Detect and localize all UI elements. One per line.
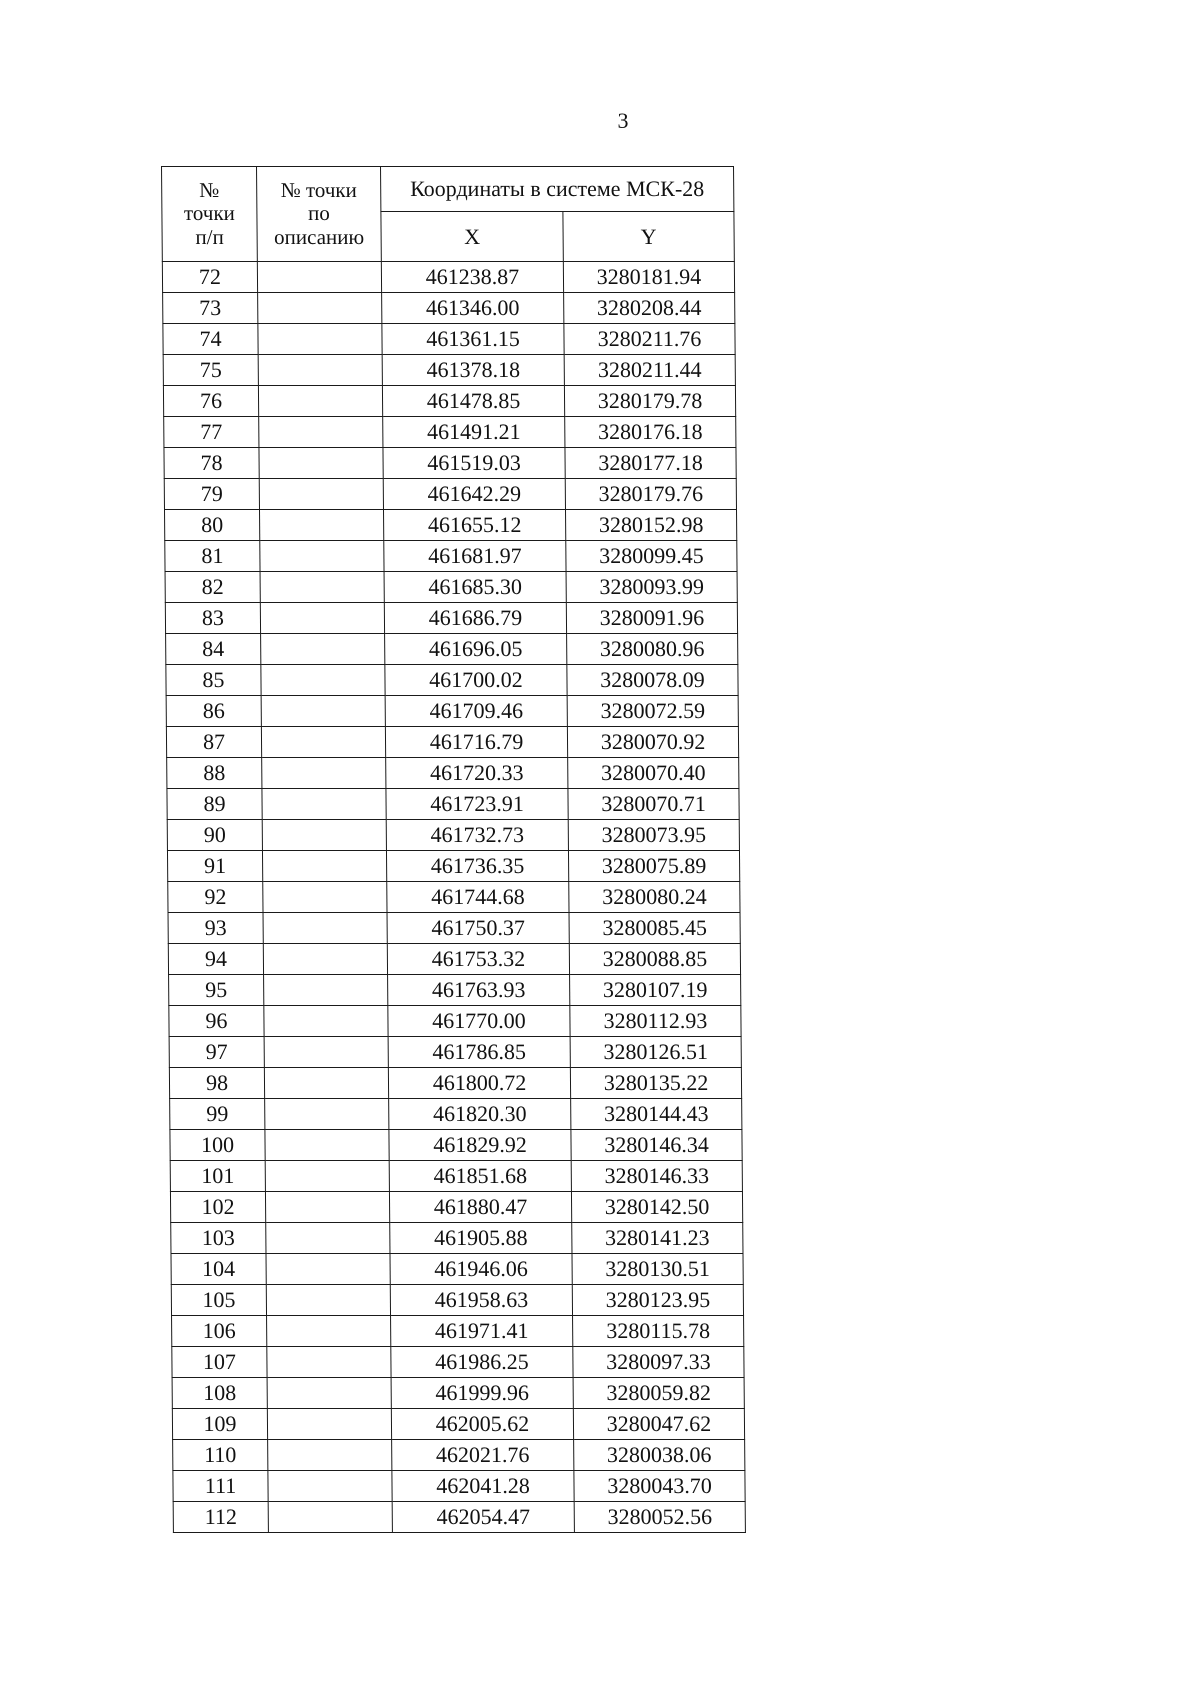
cell-description-number <box>260 541 384 572</box>
table-row <box>173 1440 745 1471</box>
cell-point-number: 79 <box>164 479 259 510</box>
cell-x: 461851.68 <box>389 1161 571 1192</box>
header-point-number-line-1: № <box>199 177 220 202</box>
table-body <box>162 262 745 1533</box>
header-y: Y <box>563 212 734 262</box>
cell-point-number: 77 <box>164 417 259 448</box>
cell-y: 3280115.78 <box>573 1316 744 1347</box>
table-row <box>164 479 736 510</box>
cell-y: 3280047.62 <box>573 1409 744 1440</box>
table-row <box>168 882 740 913</box>
table-row <box>169 1037 741 1068</box>
cell-x: 461958.63 <box>390 1285 572 1316</box>
cell-point-number: 72 <box>162 262 257 293</box>
table-row <box>169 975 741 1006</box>
cell-x: 461763.93 <box>388 975 570 1006</box>
cell-description-number <box>264 1037 388 1068</box>
cell-y: 3280141.23 <box>572 1223 743 1254</box>
table-row <box>166 696 738 727</box>
cell-point-number: 82 <box>165 572 260 603</box>
header-x: X <box>381 212 563 262</box>
cell-x: 461361.15 <box>382 324 564 355</box>
cell-point-number: 97 <box>169 1037 264 1068</box>
cell-description-number <box>265 1161 389 1192</box>
cell-y: 3280179.78 <box>564 386 735 417</box>
cell-description-number <box>266 1223 390 1254</box>
cell-description-number <box>261 727 385 758</box>
cell-x: 461905.88 <box>390 1223 572 1254</box>
cell-y: 3280072.59 <box>567 696 738 727</box>
cell-x: 462005.62 <box>391 1409 573 1440</box>
cell-description-number <box>265 1130 389 1161</box>
cell-description-number <box>260 572 384 603</box>
table-header <box>162 167 735 262</box>
cell-y: 3280211.76 <box>564 324 735 355</box>
cell-x: 462054.47 <box>392 1502 574 1533</box>
table-row <box>172 1316 744 1347</box>
cell-x: 461829.92 <box>389 1130 571 1161</box>
cell-description-number <box>262 789 386 820</box>
cell-y: 3280152.98 <box>565 510 736 541</box>
table-row <box>169 1006 741 1037</box>
cell-x: 461770.00 <box>388 1006 570 1037</box>
cell-description-number <box>268 1502 392 1533</box>
cell-y: 3280059.82 <box>573 1378 744 1409</box>
cell-y: 3280038.06 <box>574 1440 745 1471</box>
cell-y: 3280135.22 <box>570 1068 741 1099</box>
cell-y: 3280123.95 <box>572 1285 743 1316</box>
table-row <box>167 758 739 789</box>
table-row <box>163 293 735 324</box>
cell-description-number <box>258 355 382 386</box>
cell-y: 3280142.50 <box>571 1192 742 1223</box>
cell-description-number <box>262 820 386 851</box>
cell-description-number <box>258 386 382 417</box>
cell-point-number: 76 <box>163 386 258 417</box>
header-description-number <box>257 167 382 262</box>
table-row <box>168 944 740 975</box>
cell-y: 3280112.93 <box>570 1006 741 1037</box>
cell-y: 3280091.96 <box>566 603 737 634</box>
table-row <box>165 541 737 572</box>
cell-x: 461753.32 <box>387 944 569 975</box>
cell-y: 3280080.24 <box>569 882 740 913</box>
cell-description-number <box>259 448 383 479</box>
cell-description-number <box>263 882 387 913</box>
cell-description-number <box>268 1471 392 1502</box>
table-row <box>172 1409 744 1440</box>
cell-description-number <box>259 417 383 448</box>
cell-point-number: 81 <box>165 541 260 572</box>
cell-x: 461786.85 <box>388 1037 570 1068</box>
cell-y: 3280126.51 <box>570 1037 741 1068</box>
cell-point-number: 107 <box>172 1347 267 1378</box>
cell-y: 3280080.96 <box>567 634 738 665</box>
cell-description-number <box>257 262 381 293</box>
cell-x: 461736.35 <box>386 851 568 882</box>
cell-x: 461986.25 <box>391 1347 573 1378</box>
cell-description-number <box>267 1347 391 1378</box>
cell-description-number <box>267 1378 391 1409</box>
header-description-number-line-2: по <box>307 201 330 226</box>
table-row <box>173 1502 745 1533</box>
cell-y: 3280070.71 <box>568 789 739 820</box>
cell-x: 462041.28 <box>392 1471 574 1502</box>
cell-description-number <box>258 293 382 324</box>
cell-point-number: 74 <box>163 324 258 355</box>
cell-description-number <box>264 1068 388 1099</box>
cell-point-number: 103 <box>171 1223 266 1254</box>
cell-description-number <box>261 634 385 665</box>
cell-description-number <box>262 758 386 789</box>
cell-x: 461723.91 <box>386 789 568 820</box>
table-row <box>173 1471 745 1502</box>
cell-description-number <box>265 1099 389 1130</box>
page-number: 3 <box>617 108 629 133</box>
table-row <box>171 1254 743 1285</box>
cell-description-number <box>263 944 387 975</box>
table-row <box>162 262 734 293</box>
cell-point-number: 109 <box>172 1409 267 1440</box>
cell-x: 461946.06 <box>390 1254 572 1285</box>
coordinates-table <box>161 166 746 1533</box>
cell-y: 3280146.34 <box>571 1130 742 1161</box>
cell-x: 461700.02 <box>385 665 567 696</box>
cell-y: 3280085.45 <box>569 913 740 944</box>
cell-point-number: 108 <box>172 1378 267 1409</box>
cell-x: 461686.79 <box>384 603 566 634</box>
cell-point-number: 99 <box>170 1099 265 1130</box>
cell-point-number: 91 <box>167 851 262 882</box>
cell-y: 3280070.92 <box>567 727 738 758</box>
cell-point-number: 111 <box>173 1471 268 1502</box>
cell-y: 3280179.76 <box>565 479 736 510</box>
cell-description-number <box>260 603 384 634</box>
cell-point-number: 112 <box>173 1502 268 1533</box>
cell-point-number: 78 <box>164 448 259 479</box>
cell-y: 3280088.85 <box>569 944 740 975</box>
cell-description-number <box>267 1409 391 1440</box>
cell-x: 461716.79 <box>385 727 567 758</box>
cell-x: 461685.30 <box>384 572 566 603</box>
cell-point-number: 90 <box>167 820 262 851</box>
cell-y: 3280177.18 <box>565 448 736 479</box>
table-row <box>167 789 739 820</box>
cell-y: 3280043.70 <box>574 1471 745 1502</box>
cell-y: 3280107.19 <box>570 975 741 1006</box>
cell-x: 461820.30 <box>389 1099 571 1130</box>
table-row <box>164 448 736 479</box>
cell-description-number <box>267 1316 391 1347</box>
cell-x: 461238.87 <box>381 262 563 293</box>
cell-description-number <box>266 1254 390 1285</box>
cell-point-number: 85 <box>166 665 261 696</box>
cell-point-number: 73 <box>163 293 258 324</box>
cell-x: 461709.46 <box>385 696 567 727</box>
table-row <box>165 572 737 603</box>
cell-y: 3280093.99 <box>566 572 737 603</box>
cell-x: 461346.00 <box>382 293 564 324</box>
cell-x: 461971.41 <box>391 1316 573 1347</box>
cell-point-number: 89 <box>167 789 262 820</box>
cell-point-number: 101 <box>170 1161 265 1192</box>
cell-y: 3280211.44 <box>564 355 735 386</box>
cell-point-number: 88 <box>167 758 262 789</box>
table-row <box>170 1130 742 1161</box>
table-row <box>166 634 738 665</box>
cell-x: 461750.37 <box>387 913 569 944</box>
table-row <box>170 1161 742 1192</box>
table-row <box>166 665 738 696</box>
cell-point-number: 92 <box>168 882 263 913</box>
cell-x: 461478.85 <box>382 386 564 417</box>
cell-y: 3280176.18 <box>565 417 736 448</box>
cell-point-number: 94 <box>168 944 263 975</box>
cell-y: 3280073.95 <box>568 820 739 851</box>
cell-point-number: 106 <box>172 1316 267 1347</box>
table-row <box>171 1223 743 1254</box>
header-description-number-line-1: № точки <box>280 177 357 202</box>
cell-point-number: 96 <box>169 1006 264 1037</box>
table-row <box>164 510 736 541</box>
cell-x: 462021.76 <box>392 1440 574 1471</box>
cell-description-number <box>259 510 383 541</box>
cell-point-number: 110 <box>173 1440 268 1471</box>
cell-x: 461800.72 <box>388 1068 570 1099</box>
header-point-number-line-2: точки <box>183 201 235 226</box>
table-row <box>163 386 735 417</box>
cell-point-number: 102 <box>170 1192 265 1223</box>
table-row <box>169 1068 741 1099</box>
table-row <box>172 1347 744 1378</box>
cell-x: 461744.68 <box>387 882 569 913</box>
table-row <box>164 417 736 448</box>
table-row <box>165 603 737 634</box>
cell-x: 461491.21 <box>383 417 565 448</box>
table-row <box>163 324 735 355</box>
cell-description-number <box>258 324 382 355</box>
cell-x: 461642.29 <box>383 479 565 510</box>
cell-description-number <box>261 696 385 727</box>
cell-y: 3280208.44 <box>564 293 735 324</box>
cell-y: 3280144.43 <box>571 1099 742 1130</box>
cell-y: 3280052.56 <box>574 1502 745 1533</box>
header-point-number <box>162 167 258 262</box>
table-row <box>163 355 735 386</box>
cell-point-number: 93 <box>168 913 263 944</box>
cell-point-number: 100 <box>170 1130 265 1161</box>
cell-description-number <box>262 851 386 882</box>
cell-x: 461999.96 <box>391 1378 573 1409</box>
cell-description-number <box>264 975 388 1006</box>
cell-x: 461655.12 <box>383 510 565 541</box>
cell-point-number: 95 <box>169 975 264 1006</box>
cell-point-number: 80 <box>164 510 259 541</box>
cell-x: 461732.73 <box>386 820 568 851</box>
table-row <box>170 1099 742 1130</box>
table-row <box>168 913 740 944</box>
cell-y: 3280181.94 <box>563 262 734 293</box>
table-row <box>166 727 738 758</box>
cell-y: 3280099.45 <box>566 541 737 572</box>
table-row <box>171 1285 743 1316</box>
cell-description-number <box>259 479 383 510</box>
cell-y: 3280078.09 <box>567 665 738 696</box>
table-row <box>172 1378 744 1409</box>
cell-point-number: 87 <box>166 727 261 758</box>
header-coordinates-group: Координаты в системе МСК-28 <box>381 167 734 212</box>
cell-x: 461378.18 <box>382 355 564 386</box>
cell-point-number: 84 <box>166 634 261 665</box>
cell-description-number <box>261 665 385 696</box>
cell-y: 3280130.51 <box>572 1254 743 1285</box>
cell-point-number: 75 <box>163 355 258 386</box>
cell-x: 461720.33 <box>386 758 568 789</box>
header-point-number-line-3: п/п <box>195 224 224 249</box>
cell-x: 461681.97 <box>384 541 566 572</box>
cell-description-number <box>265 1192 389 1223</box>
header-description-number-line-3: описанию <box>273 224 365 249</box>
cell-description-number <box>266 1285 390 1316</box>
cell-point-number: 104 <box>171 1254 266 1285</box>
cell-description-number <box>264 1006 388 1037</box>
cell-x: 461519.03 <box>383 448 565 479</box>
table-row <box>167 851 739 882</box>
cell-point-number: 105 <box>171 1285 266 1316</box>
cell-x: 461696.05 <box>385 634 567 665</box>
cell-point-number: 83 <box>165 603 260 634</box>
cell-y: 3280146.33 <box>571 1161 742 1192</box>
cell-description-number <box>268 1440 392 1471</box>
table-row <box>167 820 739 851</box>
cell-y: 3280070.40 <box>568 758 739 789</box>
cell-point-number: 98 <box>169 1068 264 1099</box>
cell-y: 3280097.33 <box>573 1347 744 1378</box>
coordinates-table-wrapper <box>161 166 745 1533</box>
cell-description-number <box>263 913 387 944</box>
table-row <box>170 1192 742 1223</box>
cell-point-number: 86 <box>166 696 261 727</box>
cell-y: 3280075.89 <box>568 851 739 882</box>
cell-x: 461880.47 <box>389 1192 571 1223</box>
